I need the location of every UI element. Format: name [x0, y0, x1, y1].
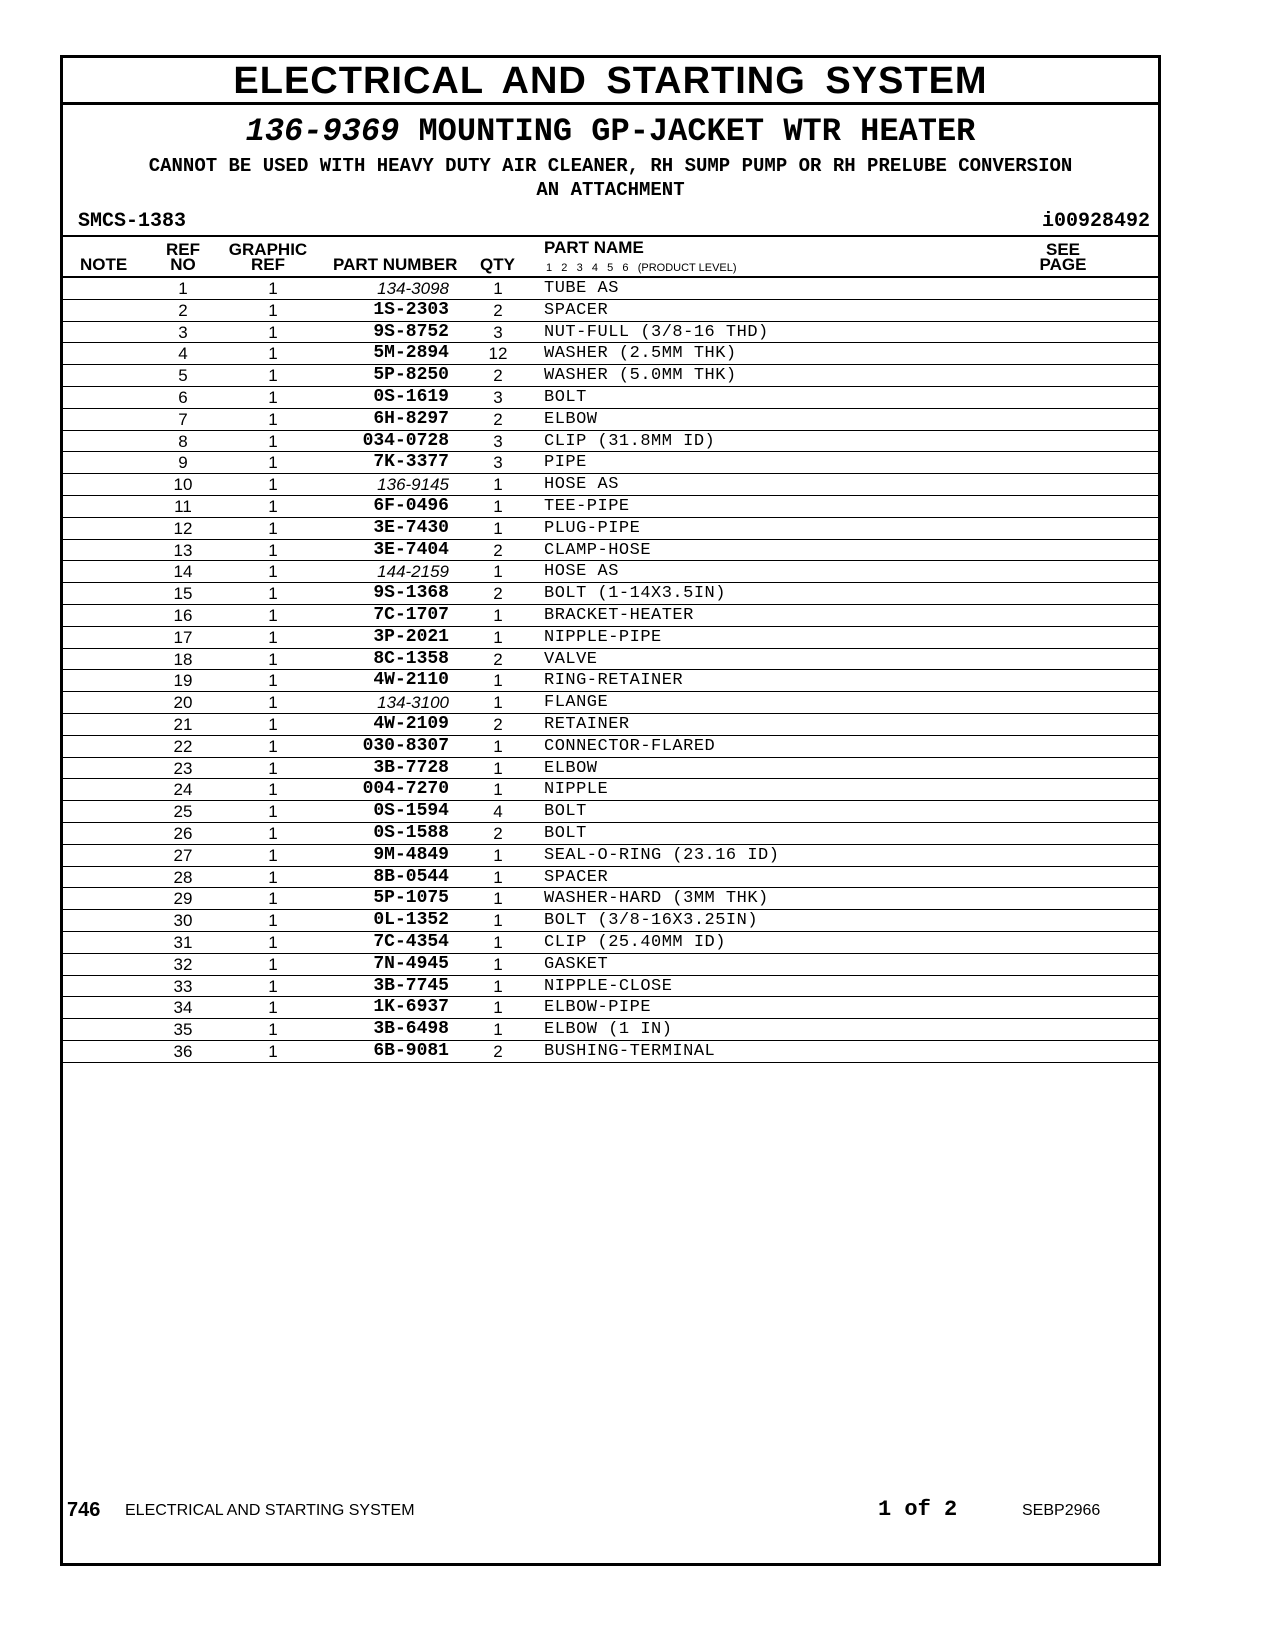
ref-no: 27 [173, 845, 193, 865]
ref-no: 33 [173, 976, 193, 996]
ref-no: 32 [173, 954, 193, 974]
part-number: 134-3100 [377, 693, 449, 713]
part-number: 5P-1075 [373, 888, 449, 909]
page-frame [60, 55, 1161, 1566]
graphic-ref: 1 [268, 649, 278, 669]
graphic-ref: 1 [268, 780, 278, 800]
part-number: 4W-2109 [373, 713, 449, 734]
part-name: NIPPLE-CLOSE [544, 976, 673, 996]
col-graphic-top: GRAPHIC [228, 240, 308, 259]
part-name: VALVE [544, 649, 598, 669]
graphic-ref: 1 [268, 932, 278, 952]
part-name: CLAMP-HOSE [544, 540, 652, 560]
table-row [63, 910, 1158, 932]
table-row [63, 845, 1158, 867]
part-name: TUBE AS [544, 279, 619, 298]
part-name: NIPPLE-PIPE [544, 627, 662, 647]
qty: 12 [488, 344, 508, 364]
page-footer [0, 1497, 1275, 1527]
page-of: 1 of 2 [878, 1497, 958, 1522]
graphic-ref: 1 [268, 758, 278, 778]
part-name: NUT-FULL (3/8-16 THD) [544, 322, 769, 342]
ref-no: 34 [173, 998, 193, 1018]
ref-no: 23 [173, 758, 193, 778]
ref-no: 25 [173, 802, 193, 822]
qty: 3 [493, 387, 503, 407]
part-name: NIPPLE [544, 780, 609, 800]
table-row [63, 561, 1158, 583]
part-name: WASHER (2.5MM THK) [544, 344, 737, 364]
ref-no: 36 [173, 1041, 193, 1061]
col-see-top: SEE [1045, 240, 1081, 259]
page-number: 746 [67, 1499, 101, 1521]
qty: 1 [493, 911, 503, 931]
table-row [63, 997, 1158, 1019]
qty: 1 [493, 998, 503, 1018]
part-number: 3B-7745 [373, 975, 449, 996]
table-row [63, 801, 1158, 823]
table-row [63, 605, 1158, 627]
qty: 2 [493, 649, 503, 669]
part-number: 6H-8297 [373, 408, 449, 429]
table-row [63, 300, 1158, 322]
table-row [63, 583, 1158, 605]
part-name: WASHER (5.0MM THK) [544, 366, 737, 386]
table-row [63, 322, 1158, 344]
part-number: 3E-7430 [373, 517, 449, 538]
ref-no: 8 [178, 431, 188, 451]
table-row [63, 888, 1158, 910]
qty: 1 [493, 605, 503, 625]
part-name: FLANGE [544, 693, 609, 713]
table-row [63, 496, 1158, 518]
qty: 2 [493, 409, 503, 429]
table-row [63, 758, 1158, 780]
part-name: TEE-PIPE [544, 496, 630, 516]
part-number: 0S-1619 [373, 386, 449, 407]
col-see-bottom: PAGE [1039, 255, 1087, 274]
graphic-ref: 1 [268, 562, 278, 582]
graphic-ref: 1 [268, 300, 278, 320]
part-number: 9S-8752 [373, 321, 449, 342]
part-number: 5P-8250 [373, 365, 449, 386]
qty: 1 [493, 627, 503, 647]
part-number: 3B-7728 [373, 757, 449, 778]
part-name: SPACER [544, 867, 609, 887]
qty: 1 [493, 279, 503, 298]
graphic-ref: 1 [268, 496, 278, 516]
ref-no: 10 [173, 475, 193, 495]
col-note: NOTE [80, 255, 128, 274]
qty: 1 [493, 845, 503, 865]
graphic-ref: 1 [268, 322, 278, 342]
part-number: 8B-0544 [373, 866, 449, 887]
table-row [63, 670, 1158, 692]
qty: 1 [493, 475, 503, 495]
group-part-number: 136-9369 [245, 113, 400, 150]
table-row [63, 692, 1158, 714]
table-row [63, 431, 1158, 453]
table-row [63, 954, 1158, 976]
qty: 1 [493, 976, 503, 996]
graphic-ref: 1 [268, 279, 278, 298]
graphic-ref: 1 [268, 802, 278, 822]
part-number: 0S-1588 [373, 822, 449, 843]
part-name: RETAINER [544, 714, 630, 734]
ref-no: 28 [173, 867, 193, 887]
qty: 2 [493, 1041, 503, 1061]
qty: 2 [493, 540, 503, 560]
part-number: 7C-4354 [373, 931, 449, 952]
graphic-ref: 1 [268, 693, 278, 713]
col-ref-top: REF [166, 240, 200, 259]
qty: 1 [493, 780, 503, 800]
qty: 3 [493, 453, 503, 473]
ref-no: 20 [173, 693, 193, 713]
col-ref-bottom: NO [170, 255, 196, 274]
col-product-level: 1 2 3 4 5 6 (PRODUCT LEVEL) [546, 262, 737, 274]
graphic-ref: 1 [268, 475, 278, 495]
doc-id: i00928492 [1041, 210, 1150, 233]
part-number: 134-3098 [377, 279, 449, 298]
part-name: BOLT [544, 823, 587, 843]
part-number: 7C-1707 [373, 604, 449, 625]
qty: 2 [493, 714, 503, 734]
table-row [63, 649, 1158, 671]
graphic-ref: 1 [268, 409, 278, 429]
footer-section: ELECTRICAL AND STARTING SYSTEM [125, 1502, 415, 1519]
page-title: ELECTRICAL AND STARTING SYSTEM [63, 58, 1158, 105]
table-row [63, 867, 1158, 889]
table-row [63, 518, 1158, 540]
table-row [63, 714, 1158, 736]
ref-no: 3 [178, 322, 188, 342]
ref-no: 22 [173, 736, 193, 756]
part-number: 7K-3377 [373, 452, 449, 473]
graphic-ref: 1 [268, 845, 278, 865]
qty: 1 [493, 518, 503, 538]
ref-no: 1 [178, 279, 188, 298]
part-name: ELBOW (1 IN) [544, 1020, 673, 1040]
part-number: 030-8307 [362, 735, 449, 756]
table-row [63, 387, 1158, 409]
part-name: HOSE AS [544, 475, 619, 495]
qty: 1 [493, 736, 503, 756]
qty: 1 [493, 693, 503, 713]
graphic-ref: 1 [268, 889, 278, 909]
part-name: ELBOW [544, 758, 598, 778]
group-header [63, 105, 1158, 237]
graphic-ref: 1 [268, 453, 278, 473]
ref-no: 35 [173, 1020, 193, 1040]
qty: 2 [493, 366, 503, 386]
ref-no: 31 [173, 932, 193, 952]
graphic-ref: 1 [268, 671, 278, 691]
table-row [63, 823, 1158, 845]
graphic-ref: 1 [268, 366, 278, 386]
part-number: 8C-1358 [373, 648, 449, 669]
table-row [63, 932, 1158, 954]
graphic-ref: 1 [268, 387, 278, 407]
table-header [63, 237, 1158, 278]
qty: 1 [493, 1020, 503, 1040]
part-number: 5M-2894 [373, 343, 449, 364]
table-row [63, 1019, 1158, 1041]
part-number: 3E-7404 [373, 539, 449, 560]
part-number: 7N-4945 [373, 953, 449, 974]
part-number: 1S-2303 [373, 299, 449, 320]
table-row [63, 409, 1158, 431]
part-name: BRACKET-HEATER [544, 605, 694, 625]
part-number: 144-2159 [377, 562, 449, 582]
table-row [63, 343, 1158, 365]
qty: 1 [493, 496, 503, 516]
part-number: 6F-0496 [373, 495, 449, 516]
qty: 1 [493, 671, 503, 691]
ref-no: 6 [178, 387, 188, 407]
part-number: 6B-9081 [373, 1040, 449, 1061]
part-number: 3P-2021 [373, 626, 449, 647]
part-name: WASHER-HARD (3MM THK) [544, 889, 769, 909]
part-name: ELBOW [544, 409, 598, 429]
part-number: 9M-4849 [373, 844, 449, 865]
ref-no: 14 [173, 562, 193, 582]
part-name: RING-RETAINER [544, 671, 684, 691]
part-number: 3B-6498 [373, 1019, 449, 1040]
ref-no: 2 [178, 300, 188, 320]
graphic-ref: 1 [268, 518, 278, 538]
col-part-number: PART NUMBER [333, 255, 458, 274]
qty: 3 [493, 322, 503, 342]
part-name: BOLT (1-14X3.5IN) [544, 584, 726, 604]
part-name: CONNECTOR-FLARED [544, 736, 716, 756]
ref-no: 11 [174, 496, 192, 516]
table-row [63, 779, 1158, 801]
part-name: SEAL-O-RING (23.16 ID) [544, 845, 780, 865]
smcs-code: SMCS-1383 [78, 210, 187, 233]
graphic-ref: 1 [268, 540, 278, 560]
table-row [63, 474, 1158, 496]
ref-no: 29 [173, 889, 193, 909]
part-number: 004-7270 [362, 779, 449, 800]
parts-table-body [63, 278, 1158, 1063]
part-name: CLIP (25.40MM ID) [544, 932, 726, 952]
qty: 2 [493, 300, 503, 320]
qty: 3 [493, 431, 503, 451]
part-name: SPACER [544, 300, 609, 320]
ref-no: 4 [178, 344, 188, 364]
group-title [63, 113, 1158, 151]
ref-no: 30 [173, 911, 193, 931]
usage-note-line-2: AN ATTACHMENT [536, 179, 685, 201]
part-name: PIPE [544, 453, 587, 473]
graphic-ref: 1 [268, 714, 278, 734]
qty: 1 [493, 954, 503, 974]
graphic-ref: 1 [268, 431, 278, 451]
part-number: 0S-1594 [373, 801, 449, 822]
group-name: MOUNTING GP-JACKET WTR HEATER [418, 113, 976, 150]
qty: 2 [493, 584, 503, 604]
ref-no: 7 [178, 409, 188, 429]
table-row [63, 452, 1158, 474]
part-name: GASKET [544, 954, 609, 974]
qty: 2 [493, 823, 503, 843]
graphic-ref: 1 [268, 344, 278, 364]
qty: 1 [493, 889, 503, 909]
graphic-ref: 1 [268, 954, 278, 974]
part-name: PLUG-PIPE [544, 518, 641, 538]
part-name: HOSE AS [544, 562, 619, 582]
part-name: BOLT [544, 387, 587, 407]
ref-no: 13 [173, 540, 193, 560]
qty: 1 [493, 867, 503, 887]
ref-no: 19 [173, 671, 193, 691]
col-graphic-bottom: REF [251, 255, 285, 274]
part-number: 9S-1368 [373, 583, 449, 604]
table-row [63, 365, 1158, 387]
graphic-ref: 1 [268, 605, 278, 625]
graphic-ref: 1 [268, 736, 278, 756]
graphic-ref: 1 [268, 823, 278, 843]
qty: 1 [493, 758, 503, 778]
ref-no: 26 [173, 823, 193, 843]
table-row [63, 976, 1158, 998]
part-number: 0L-1352 [373, 910, 449, 931]
table-row [63, 1041, 1158, 1063]
graphic-ref: 1 [268, 627, 278, 647]
usage-note-line-1: CANNOT BE USED WITH HEAVY DUTY AIR CLEANER, RH SUMP PUMP OR RH PRELUBE CONVERSION [148, 155, 1073, 177]
table-row [63, 627, 1158, 649]
graphic-ref: 1 [268, 998, 278, 1018]
qty: 1 [493, 932, 503, 952]
part-name: ELBOW-PIPE [544, 998, 652, 1018]
ref-no: 16 [173, 605, 193, 625]
part-number: 136-9145 [377, 475, 449, 495]
ref-no: 15 [173, 584, 193, 604]
part-number: 034-0728 [362, 430, 449, 451]
graphic-ref: 1 [268, 1041, 278, 1061]
ref-no: 24 [173, 780, 193, 800]
graphic-ref: 1 [268, 911, 278, 931]
ref-no: 12 [173, 518, 193, 538]
ref-no: 17 [173, 627, 193, 647]
graphic-ref: 1 [268, 1020, 278, 1040]
graphic-ref: 1 [268, 976, 278, 996]
ref-no: 9 [178, 453, 188, 473]
part-number: 4W-2110 [373, 670, 449, 691]
table-row [63, 736, 1158, 758]
qty: 4 [493, 802, 503, 822]
col-qty: QTY [480, 255, 515, 274]
part-number: 1K-6937 [373, 997, 449, 1018]
graphic-ref: 1 [268, 584, 278, 604]
part-name: BOLT (3/8-16X3.25IN) [544, 911, 759, 931]
graphic-ref: 1 [268, 867, 278, 887]
ref-no: 21 [173, 714, 193, 734]
ref-no: 5 [178, 366, 188, 386]
table-row [63, 278, 1158, 300]
part-name: BUSHING-TERMINAL [544, 1041, 716, 1061]
qty: 1 [493, 562, 503, 582]
doc-code: SEBP2966 [1022, 1502, 1101, 1519]
ref-no: 18 [173, 649, 193, 669]
part-name: BOLT [544, 802, 587, 822]
table-row [63, 540, 1158, 562]
col-part-name: PART NAME [544, 238, 644, 257]
part-name: CLIP (31.8MM ID) [544, 431, 716, 451]
